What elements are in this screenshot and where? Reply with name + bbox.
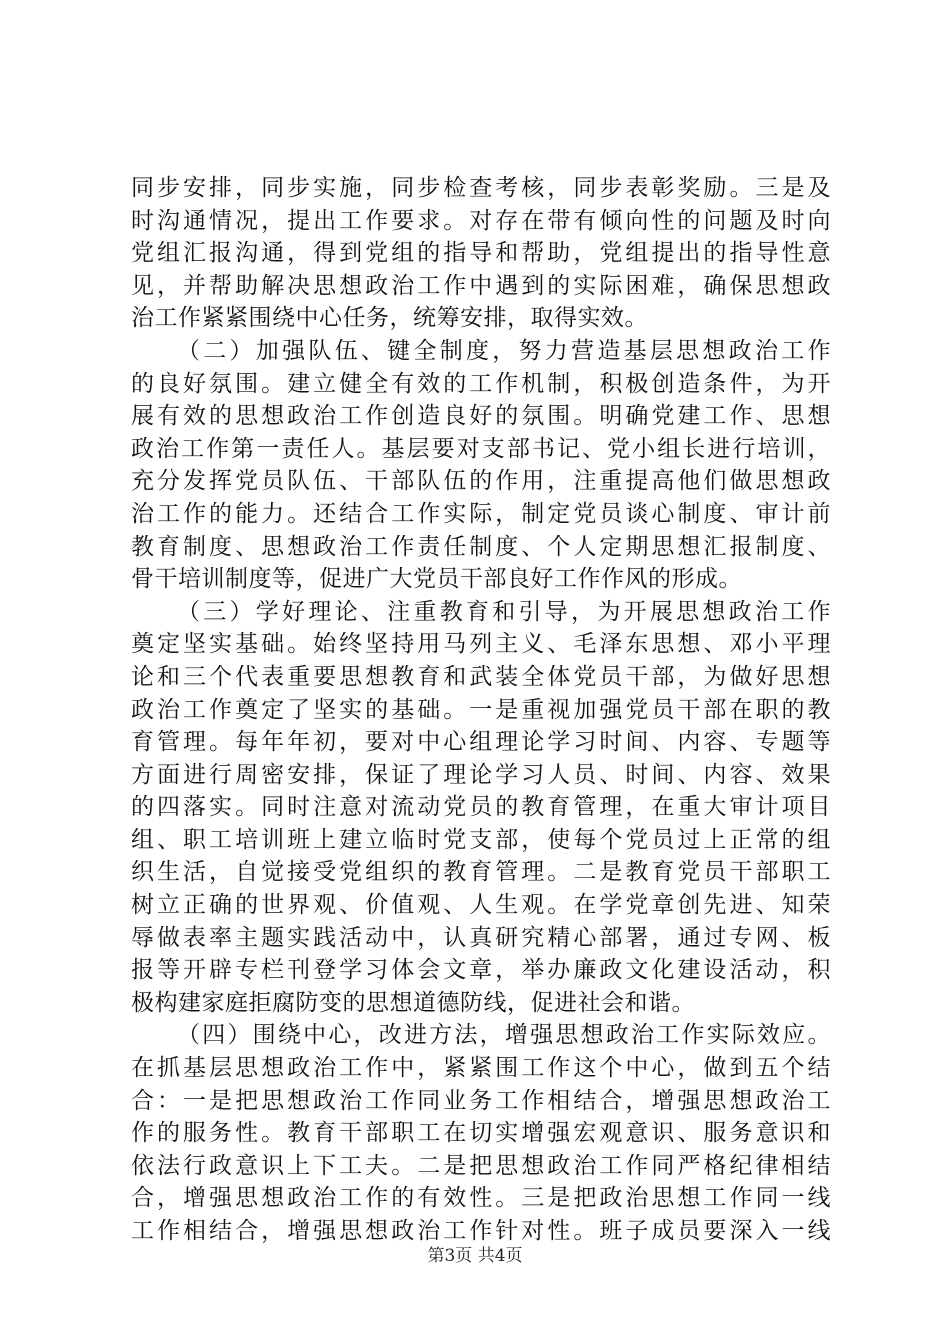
paragraph-first-line: （二）加强队伍、键全制度，努力营造基层思想政治工作 [177,337,831,364]
text-line: 的良好氛围。建立健全有效的工作机制，积极创造条件，为开 [131,370,831,397]
text-line: 党组汇报沟通，得到党组的指导和帮助，党组提出的指导性意 [131,240,831,267]
paragraph-first-line: （三）学好理论、注重教育和引导，为开展思想政治工作 [177,598,831,625]
text-line: 织生活，自觉接受党组织的教育管理。二是教育党员干部职工 [131,859,831,886]
text-line: 政治工作第一责任人。基层要对支部书记、党小组长进行培训， [131,435,831,462]
text-line: 同步安排，同步实施，同步检查考核，同步表彰奖励。三是及 [131,175,831,201]
text-line: 依法行政意识上下工夫。二是把思想政治工作同严格纪律相结 [131,1152,831,1179]
text-line: 政治工作奠定了坚实的基础。一是重视加强党员干部在职的教 [131,696,831,723]
text-line: 工作相结合，增强思想政治工作针对性。班子成员要深入一线 [131,1218,831,1244]
paragraph-first-line: （四）围绕中心，改进方法，增强思想政治工作实际效应。 [177,1022,831,1049]
text-line: 的四落实。同时注意对流动党员的教育管理，在重大审计项目 [131,794,831,821]
text-line: 在抓基层思想政治工作中，紧紧围工作这个中心，做到五个结 [131,1055,831,1082]
text-line: 育管理。每年年初，要对中心组理论学习时间、内容、专题等 [131,729,831,756]
text-line: 论和三个代表重要思想教育和武装全体党员干部，为做好思想 [131,663,831,690]
text-line: 极构建家庭拒腐防变的思想道德防线，促进社会和谐。 [131,989,695,1016]
body-text [131,172,831,1248]
page-footer: 第3页 共4页 [427,1246,523,1266]
text-line: 树立正确的世界观、价值观、人生观。在学党章创先进、知荣 [131,892,831,919]
text-line: 治工作紧紧围绕中心任务，统筹安排，取得实效。 [131,305,648,332]
text-line: 合：一是把思想政治工作同业务工作相结合，增强思想政治工 [131,1087,831,1114]
text-line: 合，增强思想政治工作的有效性。三是把政治思想工作同一线 [131,1185,831,1212]
text-line: 教育制度、思想政治工作责任制度、个人定期思想汇报制度、 [131,533,831,560]
text-line: 报等开辟专栏刊登学习体会文章，举办廉政文化建设活动，积 [131,957,831,984]
text-line: 作的服务性。教育干部职工在切实增强宏观意识、服务意识和 [131,1120,831,1147]
text-line: 治工作的能力。还结合工作实际，制定党员谈心制度、审计前 [131,500,831,527]
text-line: 组、职工培训班上建立临时党支部，使每个党员过上正常的组 [131,826,831,853]
text-line: 奠定坚实基础。始终坚持用马列主义、毛泽东思想、邓小平理 [131,631,831,658]
text-line: 骨干培训制度等，促进广大党员干部良好工作作风的形成。 [131,566,742,593]
text-line: 见，并帮助解决思想政治工作中遇到的实际困难，确保思想政 [131,272,831,299]
text-line: 辱做表率主题实践活动中，认真研究精心部署，通过专网、板 [131,924,831,951]
text-line: 时沟通情况，提出工作要求。对存在带有倾向性的问题及时向 [131,207,831,234]
text-line: 展有效的思想政治工作创造良好的氛围。明确党建工作、思想 [131,403,831,430]
text-line: 方面进行周密安排，保证了理论学习人员、时间、内容、效果 [131,761,831,788]
text-line: 充分发挥党员队伍、干部队伍的作用，注重提高他们做思想政 [131,468,831,495]
